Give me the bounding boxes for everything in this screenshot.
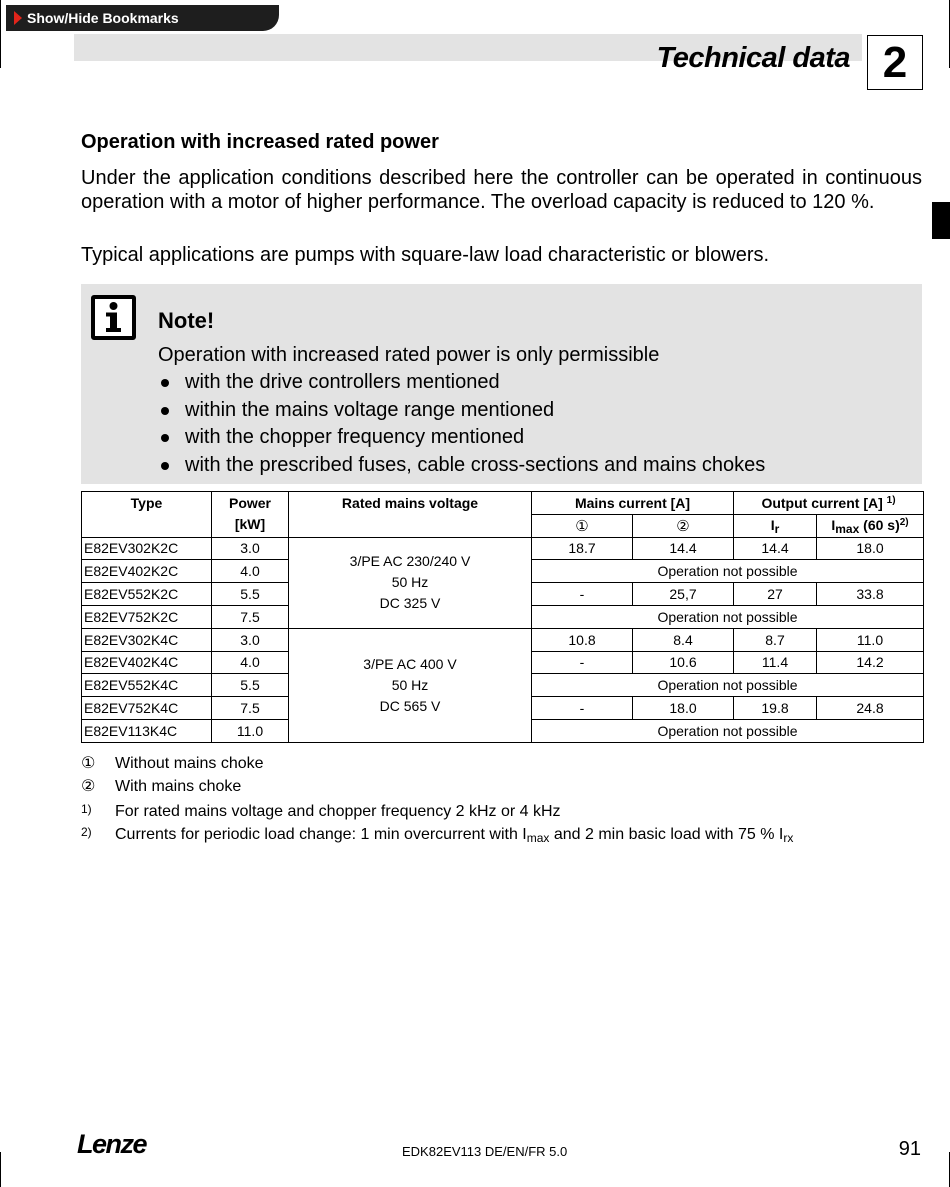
footnote [81,777,241,799]
voltage-cell [289,628,532,742]
bookmarks-label: Show/Hide Bookmarks [27,10,179,26]
crop-mark [0,0,1,68]
crop-mark [0,1152,1,1187]
output-current-imax: 24.8 [817,697,924,720]
header-voltage-sub [289,514,532,537]
footnote-ref: 2) [899,516,909,528]
imax-suffix: (60 s) [859,516,900,533]
footnote-subscript: rx [783,831,794,845]
header-without-choke [532,514,633,537]
section-heading: Operation with increased rated power [81,131,439,153]
output-current-imax: 18.0 [817,537,924,560]
circled-one: ① [575,517,589,535]
footnote-mark: ② [81,778,96,795]
table-row [82,537,924,560]
not-possible-cell: Operation not possible [532,674,924,697]
type-cell: E82EV302K2C [82,537,212,560]
power-cell: 3.0 [212,628,289,651]
power-cell: 4.0 [212,560,289,583]
footnote-mark: 2) [81,825,92,839]
header-power: Power [212,492,289,515]
type-cell: E82EV752K4C [82,697,212,720]
mains-current-without-choke: 10.8 [532,628,633,651]
voltage-line: 3/PE AC 400 V [363,655,457,672]
header-output-current [734,492,924,515]
page-number: 91 [898,1138,921,1160]
type-cell: E82EV402K4C [82,651,212,674]
footnote-ref: 1) [886,495,896,506]
show-hide-bookmarks-button[interactable] [6,5,279,31]
footnote-mark: ① [81,755,96,772]
header-rated-voltage: Rated mains voltage [289,492,532,515]
info-icon [91,295,136,340]
power-cell: 5.5 [212,674,289,697]
chapter-number: 2 [867,35,923,90]
footnote-text: Without mains choke [115,755,264,772]
imax-subscript: max [835,521,860,536]
footnote-text: Currents for periodic load change: 1 min overcurrent with I [115,826,527,843]
list-item: within the mains voltage range mentioned [158,398,765,426]
mains-current-without-choke: - [532,697,633,720]
output-current-ir: 27 [734,583,817,606]
triangle-right-icon [14,11,22,25]
footnote [81,799,561,821]
header-output-current-label: Output current [A] [761,495,883,511]
not-possible-cell: Operation not possible [532,605,924,628]
output-current-imax: 33.8 [817,583,924,606]
type-cell: E82EV552K2C [82,583,212,606]
mains-current-with-choke: 14.4 [633,537,734,560]
chapter-thumb-tab [932,202,950,239]
type-cell: E82EV552K4C [82,674,212,697]
footnote-text: and 2 min basic load with 75 % I [549,826,784,843]
power-cell: 4.0 [212,651,289,674]
note-list [158,370,765,480]
not-possible-cell: Operation not possible [532,719,924,742]
list-item: with the chopper frequency mentioned [158,425,765,453]
header-type-sub [82,514,212,537]
imax-symbol: I [831,516,836,533]
note-intro: Operation with increased rated power is only permissible [158,344,660,366]
output-current-ir: 11.4 [734,651,817,674]
not-possible-cell: Operation not possible [532,560,924,583]
list-item: with the prescribed fuses, cable cross-sections and mains chokes [158,453,765,481]
voltage-cell [289,537,532,628]
footnote-subscript: max [526,831,550,845]
voltage-line: 3/PE AC 230/240 V [349,553,471,570]
voltage-line: DC 325 V [379,595,441,612]
footnote [81,754,264,776]
voltage-line: 50 Hz [391,676,429,693]
header-type: Type [82,492,212,515]
mains-current-with-choke: 18.0 [633,697,734,720]
footnote-mark: 1) [81,802,92,816]
footnote-text: With mains choke [115,778,242,795]
power-cell: 3.0 [212,537,289,560]
chapter-title: Technical data [656,42,850,74]
type-cell: E82EV752K2C [82,605,212,628]
type-cell: E82EV113K4C [82,719,212,742]
output-current-imax: 14.2 [817,651,924,674]
type-cell: E82EV302K4C [82,628,212,651]
intro-paragraph: Under the application conditions described here the controller can be operated in continuous operation with a motor of higher performance. The overload capacity is reduced to 120 %. [81,167,922,213]
output-current-ir: 14.4 [734,537,817,560]
header-mains-current: Mains current [A] [532,492,734,515]
list-item: with the drive controllers mentioned [158,370,765,398]
voltage-line: 50 Hz [391,574,429,591]
note-title: Note! [158,308,215,333]
power-cell: 7.5 [212,605,289,628]
lenze-logo: Lenze [77,1129,147,1159]
power-cell: 5.5 [212,583,289,606]
voltage-line: DC 565 V [379,697,441,714]
power-cell: 7.5 [212,697,289,720]
circled-two: ② [676,517,690,535]
note-box [81,284,922,484]
mains-current-with-choke: 10.6 [633,651,734,674]
rated-power-table [81,491,924,743]
header-power-unit: [kW] [212,514,289,537]
ir-symbol: I [770,516,775,533]
mains-current-without-choke: - [532,583,633,606]
applications-paragraph: Typical applications are pumps with square-law load characteristic or blowers. [81,244,770,266]
mains-current-with-choke: 25,7 [633,583,734,606]
mains-current-without-choke: - [532,651,633,674]
mains-current-with-choke: 8.4 [633,628,734,651]
output-current-ir: 19.8 [734,697,817,720]
document-id: EDK82EV113 DE/EN/FR 5.0 [402,1144,568,1159]
power-cell: 11.0 [212,719,289,742]
ir-subscript: r [774,521,780,536]
header-with-choke [633,514,734,537]
header-ir [734,514,817,537]
footnote [81,822,793,844]
table-row [82,628,924,651]
type-cell: E82EV402K2C [82,560,212,583]
output-current-imax: 11.0 [817,628,924,651]
output-current-ir: 8.7 [734,628,817,651]
header-imax [817,514,924,537]
footnote-text: For rated mains voltage and chopper frequency 2 kHz or 4 kHz [115,803,561,820]
mains-current-without-choke: 18.7 [532,537,633,560]
